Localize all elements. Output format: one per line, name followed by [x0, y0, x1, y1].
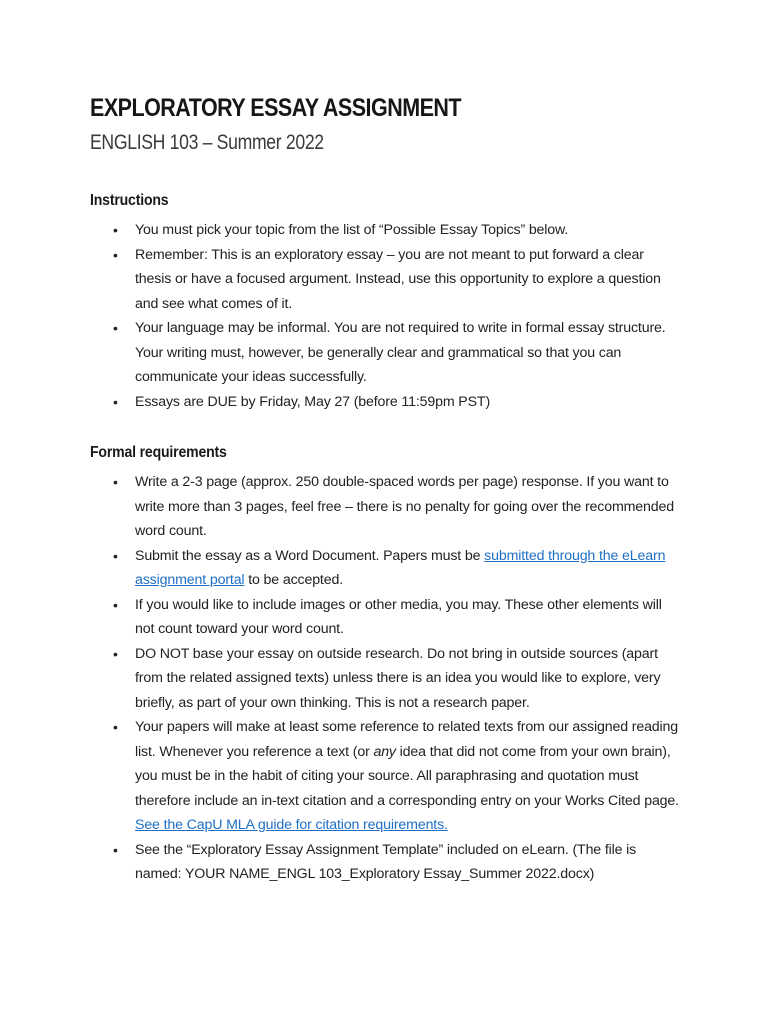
bullet-icon: • — [113, 596, 118, 613]
bullet-icon: • — [113, 841, 118, 858]
bullet-icon: • — [113, 719, 118, 735]
list-item-text: Write a 2-3 page (approx. 250 double-spaced words per page) response. If you want to write more than 3 pages, feel free – there is no penalty for going over the recommended word count. — [135, 474, 675, 539]
bullet-icon: • — [113, 320, 118, 336]
list-item-text: See the “Exploratory Essay Assignment Template” included on eLearn. (The file is named: YOUR NAME_ENGL 103_Exploratory Essay_Summer 2022.docx) — [135, 841, 637, 882]
list-item-text: Your language may be informal. You are not required to write in formal essay structure. Your writing must, however, be generally clear and grammatical so that you can communicate your ideas successfully. — [135, 320, 666, 385]
emphasis-text: any — [373, 743, 396, 760]
formal-requirements-heading: Formal requirements — [90, 444, 227, 461]
list-item-text: DO NOT base your essay on outside research. Do not bring in outside sources (apart from the related assigned texts) unless there is an idea you would like to explore, very briefly, as part of your own thinking. This is not a research paper. — [135, 645, 661, 711]
mla-guide-link[interactable]: See the CapU MLA guide for citation requirements. — [135, 817, 448, 833]
course-subtitle: ENGLISH 103 – Summer 2022 — [90, 131, 324, 154]
list-item — [0, 218, 680, 243]
list-item — [0, 593, 680, 642]
list-item — [0, 642, 680, 716]
bullet-icon: • — [113, 645, 118, 662]
bullet-icon: • — [113, 222, 118, 238]
bullet-icon: • — [113, 474, 118, 490]
elearn-portal-link[interactable]: submitted through the eLearn assignment portal — [135, 547, 666, 588]
list-item-text: Remember: This is an exploratory essay – you are not meant to put forward a clear thesis or have a focused argument. Instead, use this opportunity to explore a question and see what comes of it. — [135, 246, 661, 312]
list-item — [0, 390, 680, 415]
bullet-icon: • — [113, 547, 118, 564]
formal-requirements-list — [0, 470, 768, 887]
list-item-text: You must pick your topic from the list of “Possible Essay Topics” below. — [135, 222, 569, 238]
list-item — [0, 243, 680, 317]
list-item-text: idea that did not come from your own brain), you must be in the habit of citing your source. All paraphrasing and quotation must therefore include an in-text citation and a corresponding entry on your Works Cited page. — [135, 743, 679, 809]
list-item — [0, 544, 680, 593]
list-item-text: to be accepted. — [244, 572, 343, 588]
instructions-heading: Instructions — [90, 192, 169, 209]
list-item — [0, 316, 680, 390]
assignment-title: EXPLORATORY ESSAY ASSIGNMENT — [90, 94, 462, 122]
list-item-text: If you would like to include images or other media, you may. These other elements will not count toward your word count. — [135, 596, 662, 637]
list-item — [0, 838, 680, 887]
bullet-icon: • — [113, 246, 118, 263]
list-item — [0, 715, 680, 838]
list-item — [0, 470, 680, 544]
list-item-text: Your papers will make at least some reference to related texts from our assigned reading list. Whenever you reference a text (or — [135, 719, 679, 760]
instructions-list — [0, 218, 768, 414]
bullet-icon: • — [113, 393, 118, 410]
list-item-text: Submit the essay as a Word Document. Papers must be — [135, 547, 485, 564]
list-item-text: Essays are DUE by Friday, May 27 (before 11:59pm PST) — [135, 393, 491, 410]
